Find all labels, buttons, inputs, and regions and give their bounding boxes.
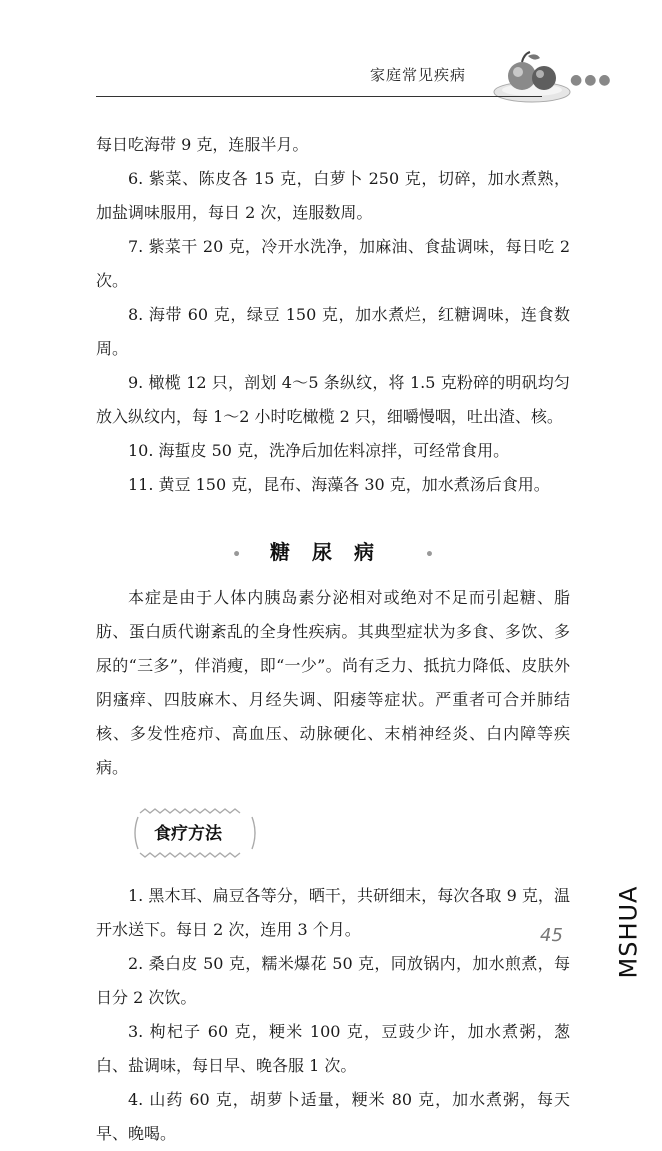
watermark-text: MSHUA bbox=[614, 885, 643, 979]
continuation-text: 每日吃海带 9 克，连服半月。 bbox=[96, 135, 309, 154]
list-item: 10. 海蜇皮 50 克，洗净后加佐料凉拌，可经常食用。 bbox=[128, 441, 510, 460]
page-number: 45 bbox=[540, 925, 563, 946]
list-item: 11. 黄豆 150 克，昆布、海藻各 30 克，加水煮汤后食用。 bbox=[128, 475, 550, 494]
title-bullet-right: • bbox=[424, 547, 434, 563]
header-title: 家庭常见疾病 bbox=[369, 66, 466, 84]
list-item: 2. 桑白皮 50 克，糯米爆花 50 克，同放锅内，加水煎煮，每日分 2 次饮。 bbox=[96, 954, 570, 1007]
section-title bbox=[96, 536, 570, 565]
section-intro bbox=[96, 581, 570, 785]
list-item: 1. 黑木耳、扁豆各等分，晒干，共研细末，每次各取 9 克，温开水送下。每日 2 次，连用 3 个月。 bbox=[96, 886, 570, 939]
header-divider bbox=[96, 96, 542, 97]
method-badge bbox=[130, 805, 260, 861]
watermark bbox=[614, 868, 660, 998]
list-item: 3. 枸杞子 60 克，粳米 100 克，豆豉少许，加水煮粥，葱白、盐调味，每日早、晚各服 1 次。 bbox=[96, 1022, 570, 1075]
section-title-text: 糖尿病 bbox=[270, 540, 396, 564]
list-item: 8. 海带 60 克，绿豆 150 克，加水煮烂，红糖调味，连食数周。 bbox=[96, 305, 570, 358]
decorative-dots: ●●● bbox=[570, 72, 613, 88]
list-item: 7. 紫菜干 20 克，冷开水洗净，加麻油、食盐调味，每日吃 2 次。 bbox=[96, 237, 570, 290]
page-content bbox=[96, 128, 570, 1151]
page-header bbox=[0, 0, 662, 118]
method-label: 食疗方法 bbox=[154, 824, 222, 844]
list-item: 6. 紫菜、陈皮各 15 克，白萝卜 250 克，切碎，加水煮熟，加盐调味服用，每日 2 次，连服数周。 bbox=[96, 169, 570, 222]
title-bullet-left: • bbox=[232, 547, 242, 563]
list-item: 9. 橄榄 12 只，剖划 4～5 条纵纹，将 1.5 克粉碎的明矾均匀放入纵纹内，每 1～2 小时吃橄榄 2 只，细嚼慢咽，吐出渣、核。 bbox=[96, 373, 570, 426]
intro-paragraph: 本症是由于人体内胰岛素分泌相对或绝对不足而引起糖、脂肪、蛋白质代谢紊乱的全身性疾病。其典型症状为多食、多饮、多尿的“三多”，伴消瘦，即“一少”。尚有乏力、抵抗力降低、皮肤外阴瘙痒、四肢麻木、月经失调、阳痿等症状。严重者可合并肺结核、多发性疮疖、高血压、动脉硬化、末梢神经炎、白内障等疾病。 bbox=[96, 588, 570, 777]
list-item: 4. 山药 60 克，胡萝卜适量，粳米 80 克，加水煮粥，每天早、晚喝。 bbox=[96, 1090, 570, 1143]
